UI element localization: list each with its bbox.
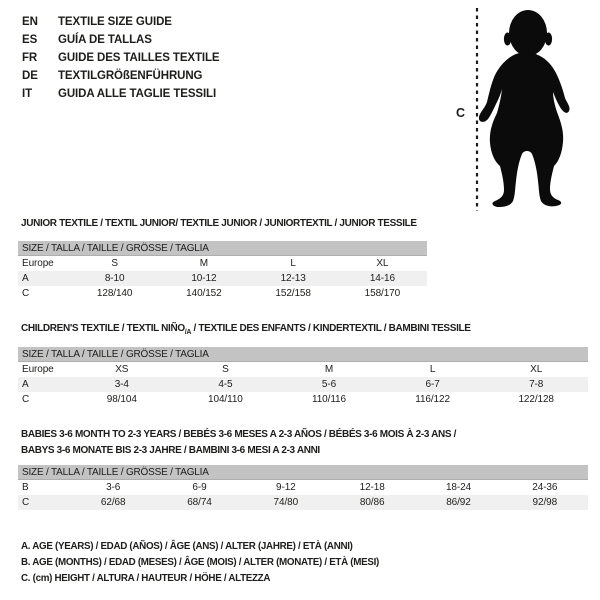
title-line: BABIES 3-6 MONTH TO 2-3 YEARS / BEBÉS 3-6 MESES A 2-3 AÑOS / BÉBÉS 3-6 MOIS À 2-3 ANS /	[21, 429, 457, 440]
language-label: GUIDA ALLE TAGLIE TESSILI	[58, 88, 217, 100]
language-row-fr	[22, 49, 220, 67]
size-cell: L	[429, 364, 436, 375]
age-cell: 3-6	[106, 482, 121, 493]
language-label: GUIDE DES TAILLES TEXTILE	[58, 52, 220, 64]
table-row-europe	[18, 256, 427, 271]
height-cell: 68/74	[187, 497, 212, 508]
height-cell: 98/104	[106, 394, 137, 405]
size-cell: L	[290, 258, 296, 269]
legend-height: C. (cm) HEIGHT / ALTURA / HAUTEUR / HÖHE / ALTEZZA	[21, 573, 271, 585]
row-label: Europe	[22, 258, 54, 269]
height-cell: 122/128	[518, 394, 554, 405]
age-cell: 7-8	[529, 379, 544, 390]
language-label: TEXTILGRÖßENFÜHRUNG	[58, 70, 203, 82]
height-cell: 80/86	[359, 497, 385, 508]
height-cell: 128/140	[96, 288, 133, 299]
row-label: B	[22, 482, 29, 493]
language-code: IT	[22, 88, 33, 100]
children-size-table	[18, 347, 588, 407]
title-line: JUNIOR TEXTILE / TEXTIL JUNIOR/ TEXTILE JUNIOR / JUNIORTEXTIL / JUNIOR TESSILE	[21, 218, 417, 229]
legend-age-years: A. AGE (YEARS) / EDAD (AÑOS) / ÂGE (ANS) / ALTER (JAHRE) / ETÀ (ANNI)	[21, 541, 353, 552]
height-cell: 140/152	[186, 288, 222, 299]
age-cell: 24-36	[532, 482, 558, 493]
age-cell: 3-4	[114, 379, 129, 390]
height-cell: 110/116	[312, 394, 346, 405]
table-row-europe	[18, 362, 588, 377]
table-row-height	[18, 392, 588, 407]
height-figure	[450, 5, 592, 217]
age-cell: 5-6	[321, 379, 337, 390]
table-row-height	[18, 495, 588, 510]
legend	[21, 539, 379, 588]
title-text: CHILDREN'S TEXTILE / TEXTIL NIÑO	[21, 323, 185, 334]
age-cell: 6-7	[425, 379, 440, 390]
junior-size-table	[18, 241, 427, 301]
height-cell: 158/170	[364, 288, 401, 299]
age-cell: 10-12	[191, 273, 217, 284]
height-cell: 62/68	[100, 497, 126, 508]
size-cell: S	[111, 258, 118, 269]
row-label: Europe	[22, 364, 54, 375]
babies-size-table	[18, 465, 588, 510]
row-label: A	[22, 273, 29, 284]
size-header-bar: SIZE / TALLA / TAILLE / GRÖSSE / TAGLIA	[18, 465, 588, 480]
language-row-es	[22, 31, 220, 49]
children-table-title	[21, 321, 471, 337]
size-cell: XL	[376, 258, 389, 269]
language-label: GUÍA DE TALLAS	[58, 34, 152, 46]
height-cell: 152/158	[275, 288, 311, 299]
table-row-age-years	[18, 377, 588, 392]
row-label: C	[22, 288, 30, 299]
legend-age-months: B. AGE (MONTHS) / EDAD (MESES) / ÂGE (MOIS) / ALTER (MONATE) / ETÀ (MESI)	[21, 557, 379, 569]
height-cell: 86/92	[446, 497, 471, 508]
row-label: C	[22, 394, 30, 405]
title-line	[21, 321, 471, 337]
language-row-it	[22, 85, 220, 103]
age-cell: 8-10	[104, 273, 125, 284]
title-text: / TEXTILE DES ENFANTS / KINDERTEXTIL / BAMBINI TESSILE	[191, 323, 471, 334]
babies-table-title	[21, 427, 456, 459]
height-cell: 92/98	[532, 497, 558, 508]
age-cell: 6-9	[192, 482, 207, 493]
baby-silhouette-illustration	[450, 5, 592, 217]
table-row-age-years	[18, 271, 427, 286]
age-cell: 12-18	[359, 482, 385, 493]
height-cell: 116/122	[415, 394, 450, 405]
age-cell: 14-16	[369, 273, 395, 284]
language-row-de	[22, 67, 220, 85]
age-cell: 4-5	[218, 379, 233, 390]
table-row-age-months	[18, 480, 588, 495]
language-code: FR	[22, 52, 38, 64]
height-cell: 74/80	[273, 497, 299, 508]
height-measure-label: C	[456, 106, 466, 120]
size-cell: M	[324, 364, 334, 375]
size-header-bar: SIZE / TALLA / TAILLE / GRÖSSE / TAGLIA	[18, 241, 427, 256]
junior-table-title	[21, 216, 417, 232]
height-cell: 104/110	[208, 394, 243, 405]
age-cell: 12-13	[280, 273, 306, 284]
language-code: EN	[22, 16, 38, 28]
language-row-en	[22, 13, 220, 31]
size-cell: S	[222, 364, 229, 375]
row-label: C	[22, 497, 30, 508]
language-label: TEXTILE SIZE GUIDE	[58, 16, 172, 28]
age-cell: 18-24	[445, 482, 472, 493]
title-line: BABYS 3-6 MONATE BIS 2-3 JAHRE / BAMBINI 3-6 MESI A 2-3 ANNI	[21, 445, 320, 456]
size-cell: XL	[530, 364, 543, 375]
size-cell: XS	[115, 364, 129, 375]
language-code: ES	[22, 34, 38, 46]
language-code: DE	[22, 70, 38, 82]
title-subscript: /A	[184, 329, 192, 336]
row-label: A	[22, 379, 29, 390]
language-list	[22, 13, 220, 103]
size-cell: M	[199, 258, 208, 269]
baby-silhouette	[479, 10, 570, 207]
size-header-bar: SIZE / TALLA / TAILLE / GRÖSSE / TAGLIA	[18, 347, 588, 362]
table-row-height	[18, 286, 427, 301]
age-cell: 9-12	[276, 482, 296, 493]
